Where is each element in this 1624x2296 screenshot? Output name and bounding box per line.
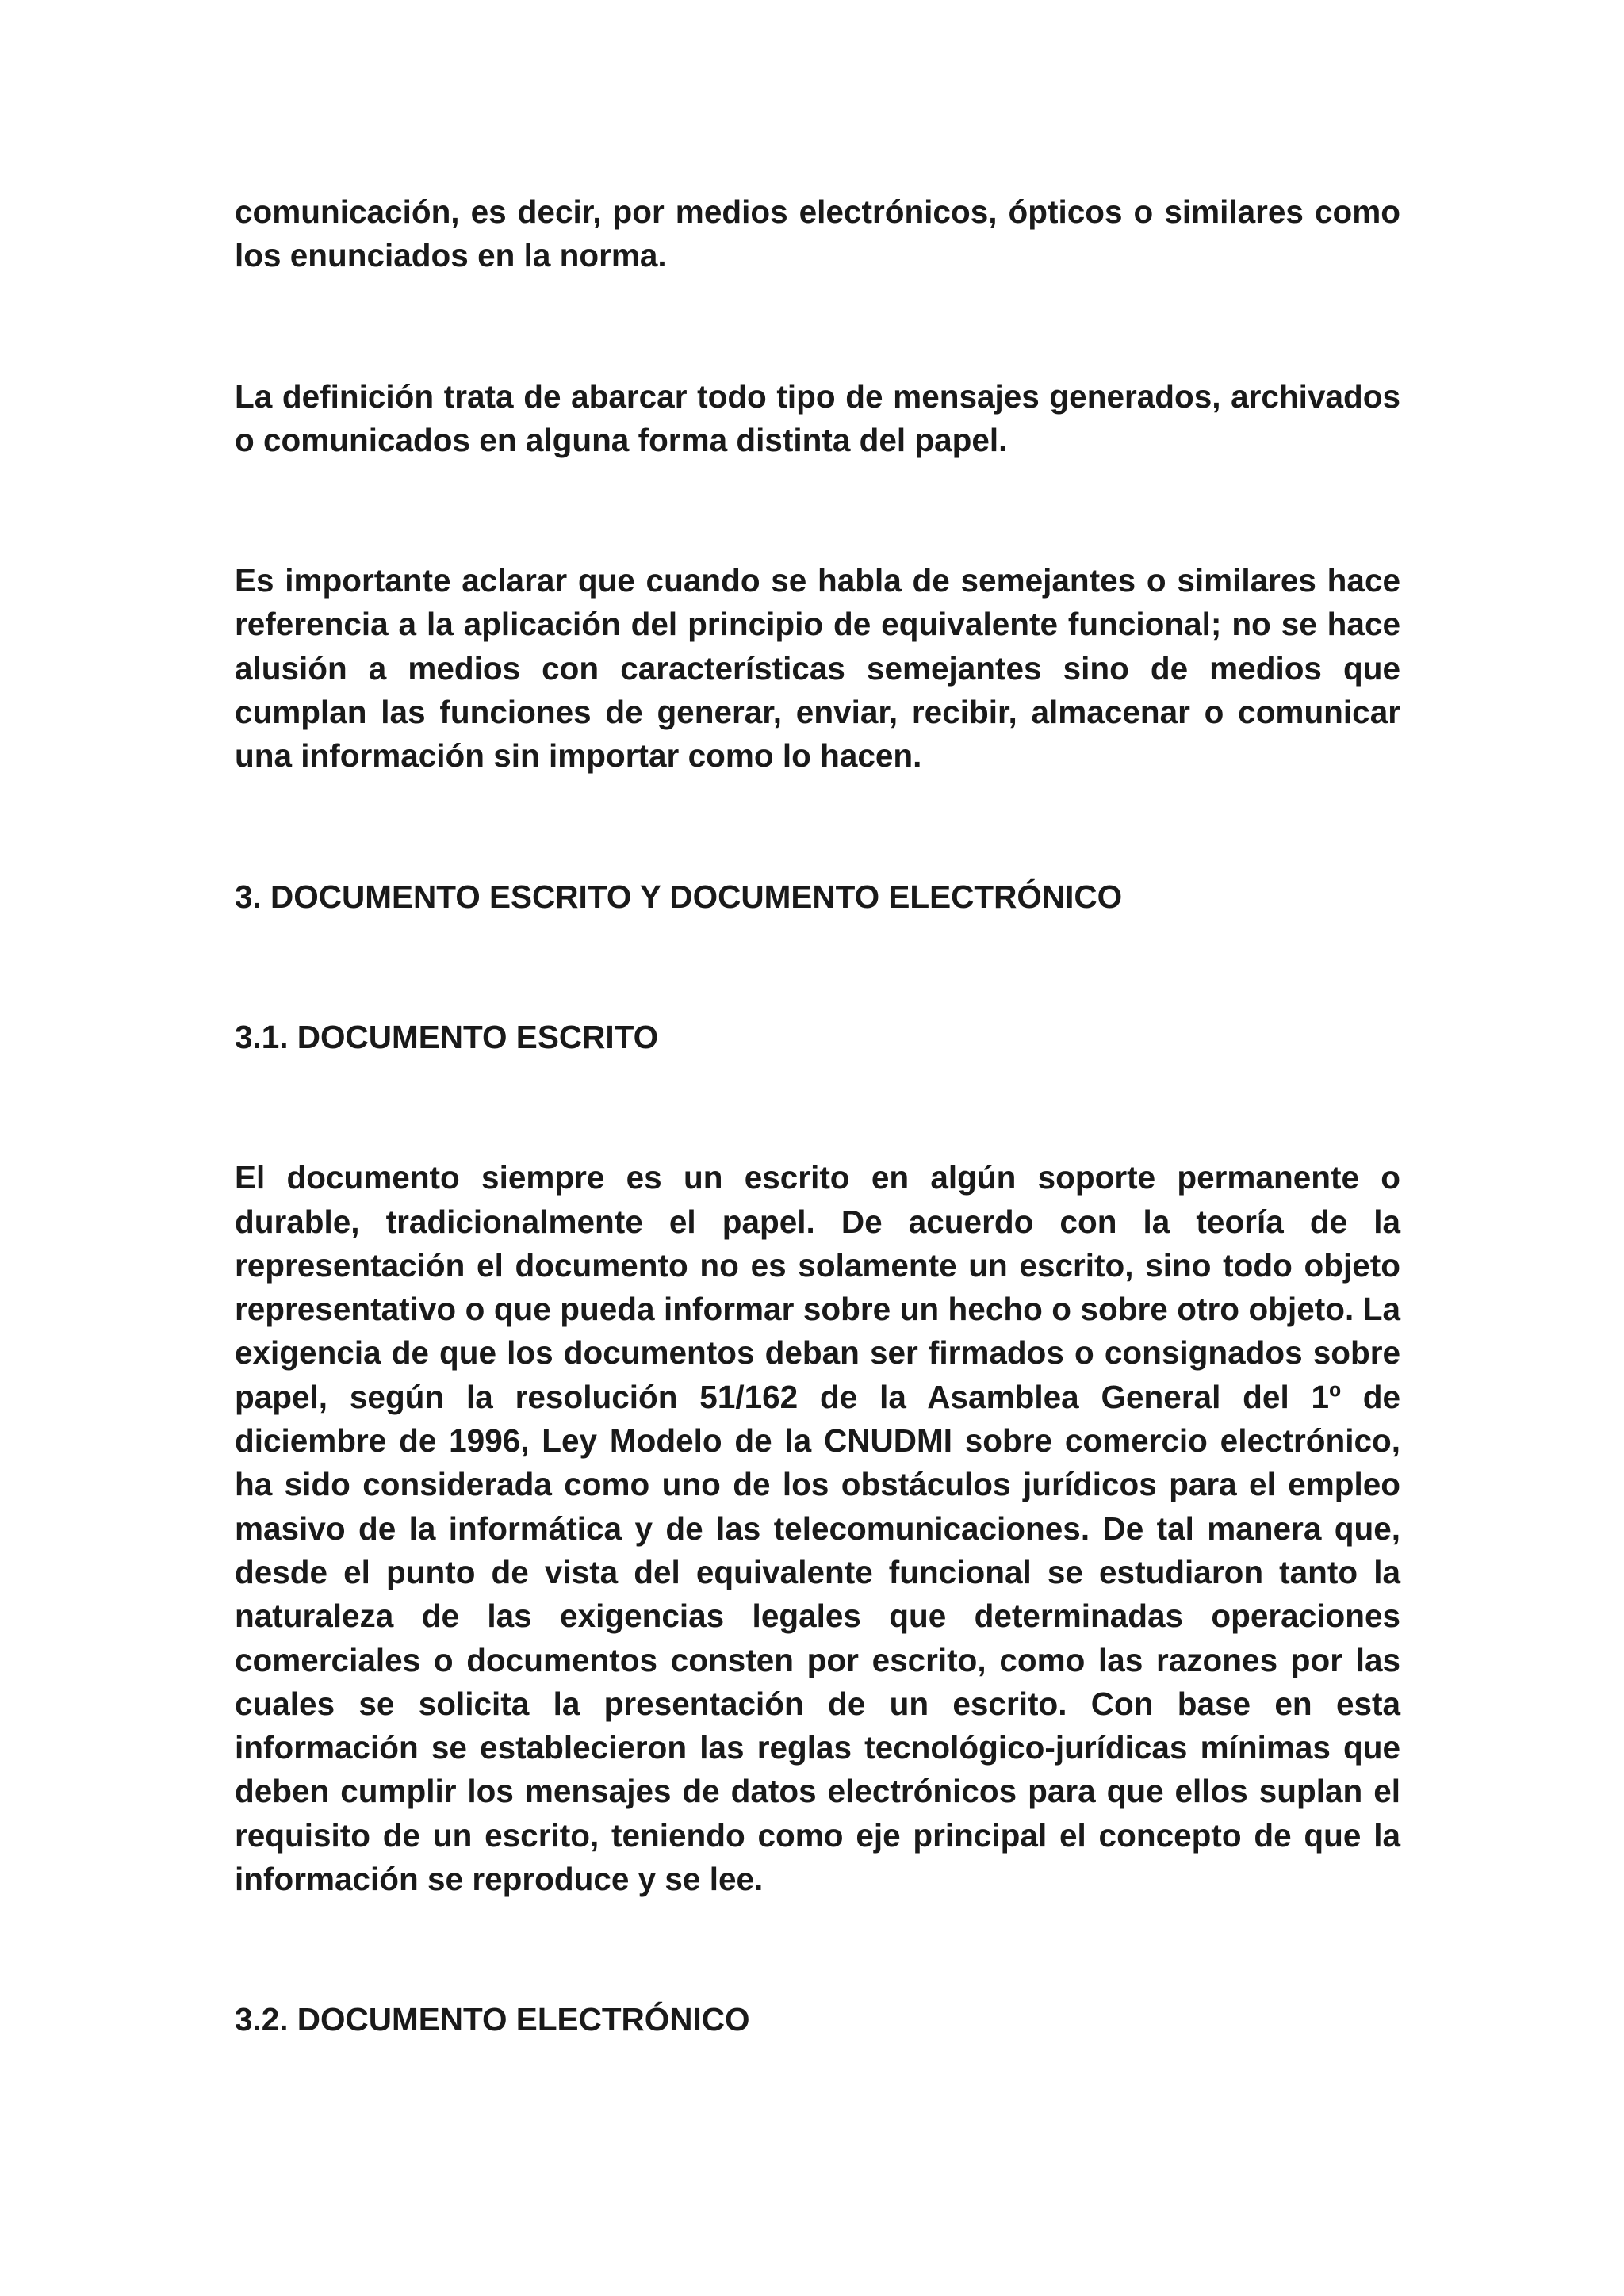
document-body — [235, 190, 1400, 2042]
section-heading-3-2: 3.2. DOCUMENTO ELECTRÓNICO — [235, 2001, 750, 2038]
paragraph-definicion: La definición trata de abarcar todo tipo de mensajes generados, archivados o comunicados en alguna forma distinta del papel. — [235, 377, 1400, 458]
paragraph-equivalente-funcional: Es importante aclarar que cuando se habla de semejantes o similares hace referencia a la aplicación del principio de equivalente funcional; no se hace alusión a medios con características semejantes sino de medios que cumplan las funciones de generar, enviar, recibir, almacenar o comunicar una información sin importar como lo hacen. — [235, 562, 1400, 775]
paragraph-comunicacion: comunicación, es decir, por medios electrónicos, ópticos o similares como los enunciados en la norma. — [235, 193, 1400, 274]
section-heading-3: 3. DOCUMENTO ESCRITO Y DOCUMENTO ELECTRÓNICO — [235, 878, 1123, 915]
paragraph-documento-escrito: El documento siempre es un escrito en algún soporte permanente o durable, tradicionalmente el papel. De acuerdo con la teoría de la representación el documento no es solamente un escrito, sino todo objeto representativo o que pueda informar sobre un hecho o sobre otro objeto. La exigencia de que los documentos deban ser firmados o consignados sobre papel, según la resolución 51/162 de la Asamblea General del 1º de diciembre de 1996, Ley Modelo de la CNUDMI sobre comercio electrónico, ha sido considerada como uno de los obstáculos jurídicos para el empleo masivo de la informática y de las telecomunicaciones. De tal manera que, desde el punto de vista del equivalente funcional se estudiaron tanto la naturaleza de las exigencias legales que determinadas operaciones comerciales o documentos consten por escrito, como las razones por las cuales se solicita la presentación de un escrito. Con base en esta información se establecieron las reglas tecnológico-jurídicas mínimas que deben cumplir los mensajes de datos electrónicos para que ellos suplan el requisito de un escrito, teniendo como eje principal el concepto de que la información se reproduce y se lee. — [235, 1159, 1400, 1898]
section-heading-3-1: 3.1. DOCUMENTO ESCRITO — [235, 1018, 659, 1055]
